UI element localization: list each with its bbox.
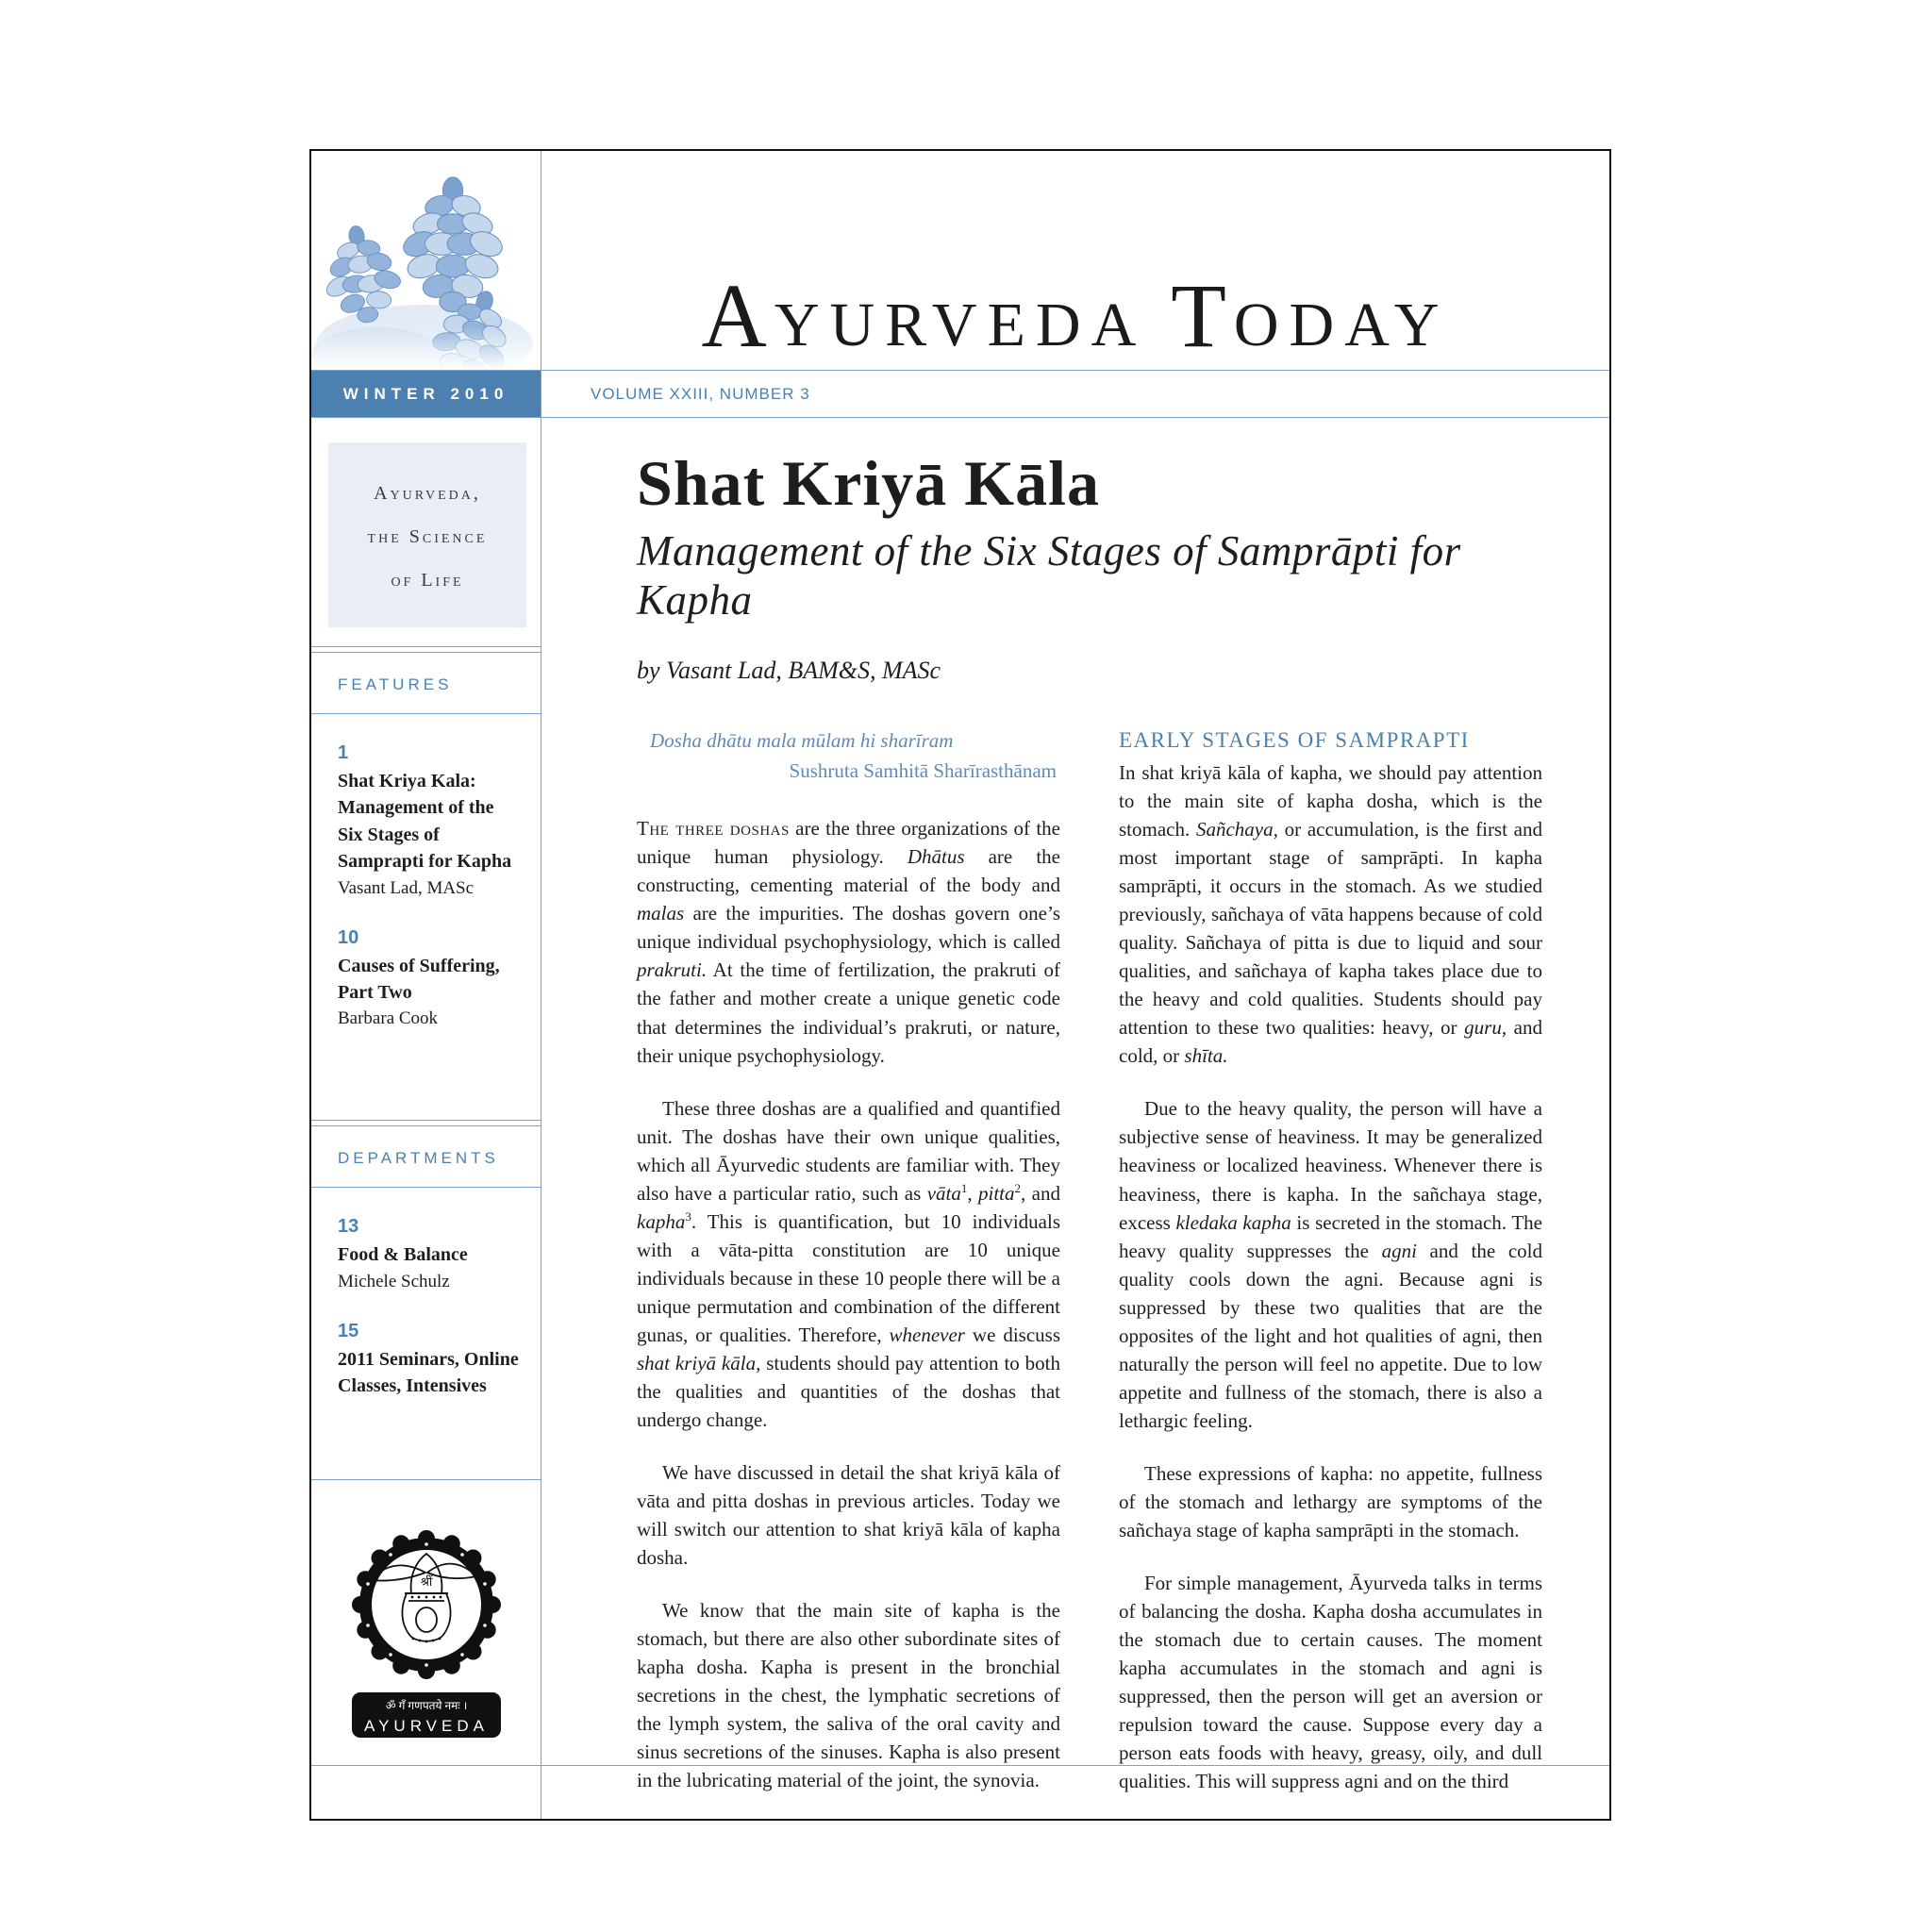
logo-mantra-text: ॐ गँ गणपतये नमः । xyxy=(385,1698,467,1712)
paragraph: These three doshas are a qualified and quantified unit. The doshas have their own unique qualities, which all Āyurvedic students are familiar with. They also have a particular ratio, such as vāta$^1$, pitta$^2$, and kapha$^3$. This is quantification, but 10 individuals with a vāta-pitta constitution are 10 unique individuals because in these 10 people there will be a unique permutation and combination of the different gunas, or qualities. Therefore, whenever we discuss shat kriyā kāla, students should pay attention to both the qualities and quantities of the doshas that undergo change. xyxy=(637,1096,1060,1431)
features-top-rule xyxy=(311,646,541,653)
toc-page-number: 10 xyxy=(338,926,359,948)
masthead-word-today: ODAY xyxy=(1233,291,1450,359)
paragraph: These expressions of kapha: no appetite, fullness of the stomach and lethargy are symptoms of the sañchaya stage of kapha samprāpti in the stomach. xyxy=(1119,1461,1542,1541)
features-heading: FEATURES xyxy=(338,675,453,693)
shri-glyph: श्रीं xyxy=(420,1574,432,1589)
newsletter-page xyxy=(309,149,1611,1821)
toc-author: Barbara Cook xyxy=(338,1008,439,1029)
tagline-line-1: Ayurveda, xyxy=(374,483,481,504)
sidebar xyxy=(311,418,541,1765)
toc-author: Vasant Lad, MASc xyxy=(338,877,475,898)
masthead-word-ayurveda: YURVEDA xyxy=(774,291,1147,359)
tagline-line-2: the Science xyxy=(367,526,488,547)
ayurveda-logo xyxy=(311,1518,541,1749)
logo-top-rule xyxy=(311,1479,541,1480)
toc-item-department-1 xyxy=(311,1188,541,1291)
toc-title: Causes of Suffering, Part Two xyxy=(338,955,500,1003)
season-badge: WINTER 2010 xyxy=(311,371,541,417)
paragraph: We know that the main site of kapha is the stomach, but there are also other subordinate sites of kapha dosha. Kapha is present in the bronchial secretions in the chest, the lymphatic secretions of the lymph system, the saliva of the oral cavity and sinus secretions of the sinuses. Kapha is also present in the lubricating material of the joint, the synovia. xyxy=(637,1598,1060,1791)
departments-top-rule xyxy=(311,1120,541,1126)
ayurveda-logo-graphic xyxy=(346,1518,507,1749)
article-title: Shat Kriyā Kāla xyxy=(637,447,1101,519)
toc-page-number: 13 xyxy=(338,1216,359,1238)
article-byline: by Vasant Lad, BAM&S, MASc xyxy=(637,657,941,685)
page-body xyxy=(311,418,1609,1792)
toc-item-feature-1 xyxy=(311,714,541,899)
toc-item-department-2 xyxy=(311,1292,541,1400)
quote-text: Dosha dhātu mala mūlam hi sharīram xyxy=(650,729,954,753)
paragraph: We have discussed in detail the shat kriyā kāla of vāta and pitta doshas in previous articles. Today we will switch our attention to shat kriyā kāla of kapha dosha. xyxy=(637,1460,1060,1569)
sanskrit-quote xyxy=(637,726,1060,786)
masthead-band xyxy=(311,151,1609,371)
logo-label-text: AYURVEDA xyxy=(363,1716,489,1735)
toc-title: Shat Kriya Kala: Management of the Six Stages of Samprapti for Kapha xyxy=(338,771,512,873)
paragraph: The three doshas are the three organizations of the unique human physiology. Dhātus are the constructing, cementing material of the body and malas are the impurities. The doshas govern one’s unique individual psychophysiology, which is called prakruti. At the time of fertilization, the prakruti of the father and mother create a unique genetic code that determines the individual’s prakruti, or nature, their unique psychophysiology. xyxy=(637,817,1060,1067)
paragraph: In shat kriyā kāla of kapha, we should pay attention to the main site of kapha dosha, which is the stomach. Sañchaya, or accumulation, is the first and most important stage of samprāpti. In kapha samprāpti, it occurs in the stomach. As we studied previously, sañchaya of vāta happens because of cold quality. Sañchaya of pitta is due to liquid and sour qualities, and sañchaya of kapha takes place due to the heavy and cold qualities. Students should pay attention to these two qualities: heavy, or guru, and cold, or shīta. xyxy=(1119,761,1542,1068)
article-subtitle: Management of the Six Stages of Samprāpti for Kapha xyxy=(637,527,1461,625)
tagline-box xyxy=(328,442,526,627)
volume-line: VOLUME XXIII, NUMBER 3 xyxy=(591,384,810,403)
pinecone-photo xyxy=(311,151,541,370)
footer-left-cell xyxy=(311,1766,541,1819)
masthead xyxy=(541,151,1609,370)
article-columns xyxy=(637,726,1543,1794)
issue-band xyxy=(311,371,1609,418)
toc-item-feature-2 xyxy=(311,899,541,1030)
footer-main-cell xyxy=(541,1766,1609,1819)
toc-page-number: 1 xyxy=(338,742,349,763)
photo-fade xyxy=(311,326,541,370)
masthead-initial-a: A xyxy=(701,264,774,366)
footer-strip xyxy=(311,1765,1609,1819)
paragraph: Due to the heavy quality, the person will have a subjective sense of heaviness. It may be generalized heaviness or localized heaviness. Whenever there is heaviness, there is kapha. In the sañchaya stage, excess kledaka kapha is secreted in the stomach. The heavy quality suppresses the agni and the cold quality cools down the agni. Because agni is suppressed by these two qualities that are the opposites of the light and hot qualities of agni, then naturally the person will feel no appetite. Due to low appetite and fullness of the stomach, there is also a lethargic feeling. xyxy=(1119,1097,1542,1432)
toc-author: Michele Schulz xyxy=(338,1271,450,1291)
toc-title: Food & Balance xyxy=(338,1244,468,1266)
article xyxy=(541,418,1609,1792)
toc-title: 2011 Seminars, Online Classes, Intensives xyxy=(338,1348,519,1397)
section-heading: EARLY STAGES OF SAMPRAPTI xyxy=(1119,728,1470,753)
article-column-2 xyxy=(1119,726,1542,1794)
toc-page-number: 15 xyxy=(338,1320,359,1341)
tagline-line-3: of Life xyxy=(391,570,464,591)
article-column-1 xyxy=(637,726,1060,1794)
departments-heading: DEPARTMENTS xyxy=(338,1149,499,1168)
paragraph: For simple management, Āyurveda talks in terms of balancing the dosha. Kapha dosha accumulates in the stomach due to certain causes. The moment kapha accumulates in the stomach and agni is suppressed, then the person will get an aversion or repulsion toward the cause. Suppose every day a person eats foods with heavy, greasy, oily, and dull qualities. This will suppress agni and on the third xyxy=(1119,1571,1542,1792)
masthead-initial-t: T xyxy=(1171,264,1234,366)
quote-attribution: Sushruta Samhitā Sharīrasthānam xyxy=(789,758,1057,782)
